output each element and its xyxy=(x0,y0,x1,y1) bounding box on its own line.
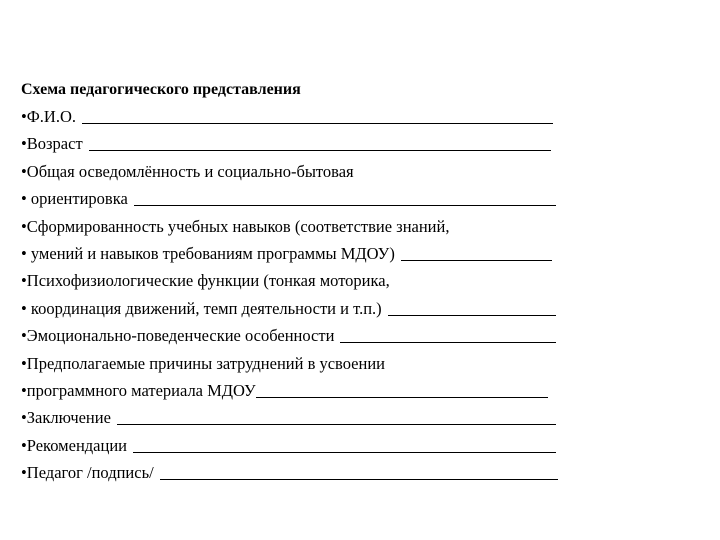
field-label: •Предполагаемые причины затруднений в усвоении xyxy=(21,353,385,373)
field-label: •Эмоционально-поведенческие особенности xyxy=(21,326,335,346)
field-teacher-signature xyxy=(21,461,561,488)
blank-line[interactable] xyxy=(160,478,558,480)
field-label: •Сформированность учебных навыков (соответствие знаний, xyxy=(21,216,450,236)
blank-line[interactable] xyxy=(82,122,553,124)
field-label: •программного материала МДОУ xyxy=(21,380,256,400)
field-general-awareness xyxy=(21,160,561,187)
field-label: •Педагог /подпись/ xyxy=(21,463,154,483)
field-label: •Рекомендации xyxy=(21,435,127,455)
field-label: •Психофизиологические функции (тонкая моторика, xyxy=(21,271,390,291)
field-learning-skills xyxy=(21,215,561,242)
blank-line[interactable] xyxy=(134,204,556,206)
field-orientation xyxy=(21,187,561,214)
field-fio xyxy=(21,105,561,132)
field-recommendations xyxy=(21,434,561,461)
blank-line[interactable] xyxy=(401,259,552,261)
blank-line[interactable] xyxy=(388,314,556,316)
field-conclusion xyxy=(21,406,561,433)
field-label: •Заключение xyxy=(21,408,111,428)
blank-line[interactable] xyxy=(117,423,556,425)
document-title: Схема педагогического представления xyxy=(21,81,301,98)
field-psychophysiological xyxy=(21,269,561,296)
document xyxy=(21,78,561,488)
field-label: •Ф.И.О. xyxy=(21,107,77,126)
field-learning-skills-cont xyxy=(21,242,561,269)
field-label: • ориентировка xyxy=(21,189,128,209)
field-label: •Общая осведомлённость и социально-бытовая xyxy=(21,161,354,181)
field-difficulty-causes-cont xyxy=(21,379,561,406)
field-label: • координация движений, темп деятельности и т.п.) xyxy=(21,298,382,318)
field-psychophysiological-cont xyxy=(21,297,561,324)
field-label: •Возраст xyxy=(21,134,83,154)
field-label: • умений и навыков требованиям программы МДОУ) xyxy=(21,243,395,263)
field-age xyxy=(21,132,561,159)
field-difficulty-causes xyxy=(21,352,561,379)
blank-line[interactable] xyxy=(133,451,556,453)
blank-line[interactable] xyxy=(256,396,548,398)
blank-line[interactable] xyxy=(89,149,551,151)
blank-line[interactable] xyxy=(340,341,556,343)
field-emotional-behavioral xyxy=(21,324,561,351)
